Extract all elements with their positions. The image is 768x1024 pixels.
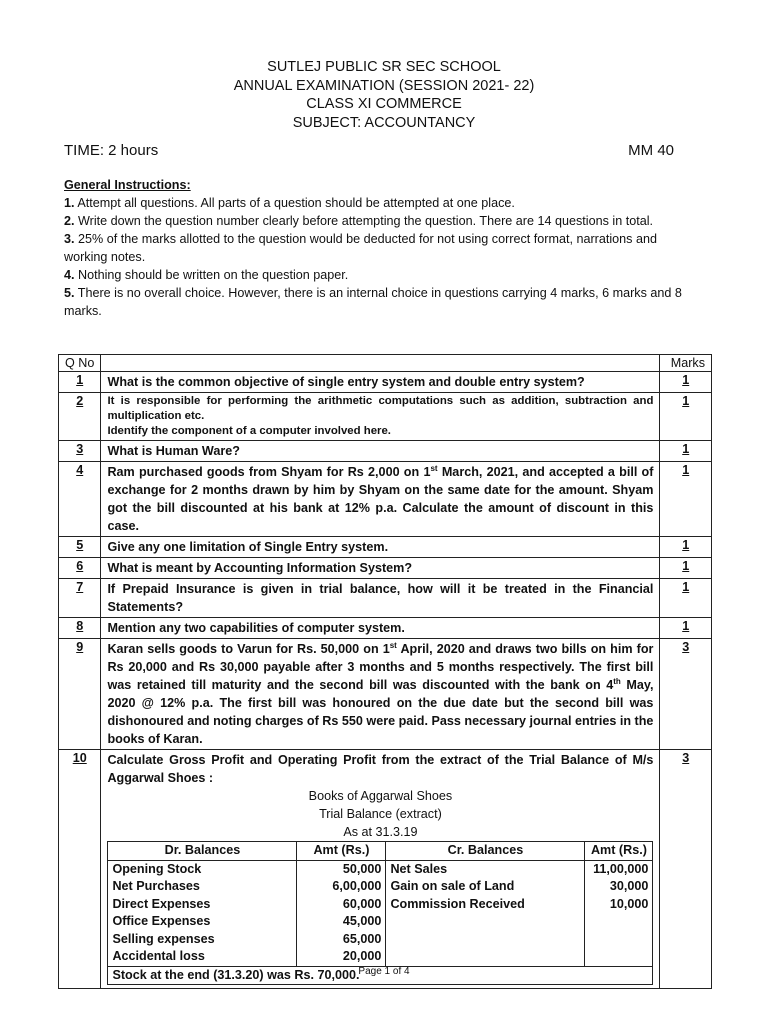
tb-cell: [386, 913, 585, 931]
page-number: Page 1 of 4: [358, 966, 410, 977]
tb-header-cell: Dr. Balances: [108, 842, 297, 861]
question-text: Ram purchased goods from Shyam for Rs 2,000 on 1st March, 2021, and accepted a bill of exchange for 2 months drawn by him by Shyam on the same date for the amount. Shyam got the bill discounted at his bank at 12% p.a. Calculate the amount of discount in this case.: [101, 462, 660, 537]
tb-cell: [386, 948, 585, 966]
question-marks: 1: [660, 372, 712, 393]
question-number: 9: [59, 639, 101, 750]
question-number: 6: [59, 558, 101, 579]
question-number: 1: [59, 372, 101, 393]
tb-cell: Selling expenses: [108, 931, 297, 949]
tb-cell: Net Purchases: [108, 878, 297, 896]
tb-cell: 65,000: [297, 931, 386, 949]
tb-cell: [386, 931, 585, 949]
trial-balance-table: [107, 841, 653, 985]
question-row: [59, 558, 712, 579]
tb-header-cell: Cr. Balances: [386, 842, 585, 861]
table-header-row: [59, 355, 712, 372]
question-row: [59, 618, 712, 639]
table-row: [108, 878, 653, 896]
question-number: 10: [59, 750, 101, 989]
closing-stock-note: Stock at the end (31.3.20) was Rs. 70,000.: [108, 966, 653, 985]
tb-cell: 30,000: [585, 878, 653, 896]
question-text: Give any one limitation of Single Entry system.: [101, 537, 660, 558]
question-row: [59, 537, 712, 558]
tb-cell: 60,000: [297, 896, 386, 914]
question-marks: 1: [660, 462, 712, 537]
instruction-item: 4. Nothing should be written on the question paper.: [64, 268, 349, 282]
question-text: If Prepaid Insurance is given in trial balance, how will it be treated in the Financial Statements?: [101, 579, 660, 618]
question-marks: 3: [660, 750, 712, 989]
subject-name: SUBJECT: ACCOUNTANCY: [292, 114, 476, 131]
question-header-blank: [101, 355, 660, 372]
tb-header-cell: Amt (Rs.): [585, 842, 653, 861]
tb-cell: [585, 913, 653, 931]
tb-cell: Accidental loss: [108, 948, 297, 966]
tb-header-cell: Amt (Rs.): [297, 842, 386, 861]
tb-cell: [585, 948, 653, 966]
question-marks: 1: [660, 537, 712, 558]
tb-cell: 50,000: [297, 860, 386, 878]
school-name: SUTLEJ PUBLIC SR SEC SCHOOL: [267, 59, 501, 75]
question-text: What is meant by Accounting Information System?: [101, 558, 660, 579]
table-row: [108, 896, 653, 914]
qno-header: Q No: [59, 355, 101, 372]
tb-cell: [585, 931, 653, 949]
questions-table: [58, 354, 712, 989]
table-row: [108, 860, 653, 878]
table-row: [108, 931, 653, 949]
question-row: [59, 393, 712, 441]
question-text: It is responsible for performing the arithmetic computations such as addition, subtraction and multiplication etc. Identify the component of a computer involved here.: [101, 393, 660, 441]
instruction-item: 3. 25% of the marks allotted to the question would be deducted for not using correct format, narrations and working notes.: [64, 232, 657, 264]
question-marks: 3: [660, 639, 712, 750]
question-marks: 1: [660, 441, 712, 462]
question-number: 7: [59, 579, 101, 618]
tb-cell: 45,000: [297, 913, 386, 931]
tb-cell: Commission Received: [386, 896, 585, 914]
question-row: [59, 372, 712, 393]
tb-cell: 6,00,000: [297, 878, 386, 896]
question-row: [59, 462, 712, 537]
tb-cell: Gain on sale of Land: [386, 878, 585, 896]
table-row: [108, 913, 653, 931]
question-row: [59, 639, 712, 750]
tb-cell: 11,00,000: [585, 860, 653, 878]
question-marks: 1: [660, 393, 712, 441]
question-number: 3: [59, 441, 101, 462]
question-number: 2: [59, 393, 101, 441]
question-text: What is Human Ware?: [101, 441, 660, 462]
instruction-item: 2. Write down the question number clearly before attempting the question. There are 14 questions in total.: [64, 214, 654, 228]
tb-cell: 10,000: [585, 896, 653, 914]
question-text: Karan sells goods to Varun for Rs. 50,000 on 1st April, 2020 and draws two bills on him for Rs 20,000 and Rs 30,000 payable after 3 months and 5 months respectively. The first bill was retained till maturity and the second bill was discounted with the bank on 4th May, 2020 @ 12% p.a. The first bill was honoured on the due date but the second bill was dishonoured and noting charges of Rs 550 were paid. Pass necessary journal entries in the books of Karan.: [101, 639, 660, 750]
question-text: Mention any two capabilities of computer system.: [101, 618, 660, 639]
general-instructions: [64, 176, 690, 320]
tb-cell: Direct Expenses: [108, 896, 297, 914]
tb-cell: 20,000: [297, 948, 386, 966]
instruction-item: 5. There is no overall choice. However, there is an internal choice in questions carrying 4 marks, 6 marks and 8 marks.: [64, 286, 682, 318]
maximum-marks: MM 40: [628, 142, 674, 159]
question-marks: 1: [660, 579, 712, 618]
question-row: [59, 750, 712, 989]
exam-header: [0, 58, 768, 132]
time-allowed: TIME: 2 hours: [64, 142, 159, 159]
question-row: [59, 579, 712, 618]
exam-name: ANNUAL EXAMINATION (SESSION 2021- 22): [233, 77, 535, 94]
tb-cell: Office Expenses: [108, 913, 297, 931]
question-row: [59, 441, 712, 462]
instructions-title: General Instructions:: [64, 178, 191, 192]
question-number: 5: [59, 537, 101, 558]
tb-cell: Net Sales: [386, 860, 585, 878]
question-text: What is the common objective of single entry system and double entry system?: [101, 372, 660, 393]
question-marks: 1: [660, 558, 712, 579]
question-number: 8: [59, 618, 101, 639]
trial-balance-title: Books of Aggarwal Shoes Trial Balance (extract) As at 31.3.19: [308, 789, 453, 839]
question-number: 4: [59, 462, 101, 537]
class-name: CLASS XI COMMERCE: [306, 96, 462, 112]
tb-cell: Opening Stock: [108, 860, 297, 878]
marks-header: Marks: [660, 355, 712, 372]
table-row: [108, 842, 653, 861]
instruction-item: 1. Attempt all questions. All parts of a question should be attempted at one place.: [64, 196, 515, 210]
table-row: [108, 948, 653, 966]
time-marks-line: [64, 142, 674, 159]
question-marks: 1: [660, 618, 712, 639]
question-text: Calculate Gross Profit and Operating Profit from the extract of the Trial Balance of M/s Aggarwal Shoes : Books of Aggarwal Shoes Trial Balance (extract) As at 31.3.19 Dr. Balances Amt (Rs.) Cr. Balances Amt (Rs.) Opening Stock 50,000 Net Sales 11,00,000 Net Purchases 6,00,000 Gain on sale of Land 30,000 Direct Expenses 60,000 Commission Received 10,000 Office Expenses 45,000 Selling expenses 65,000 Accidental loss 20,000 Stock at the end (31.3.20) was Rs. 70,000.: [101, 750, 660, 989]
